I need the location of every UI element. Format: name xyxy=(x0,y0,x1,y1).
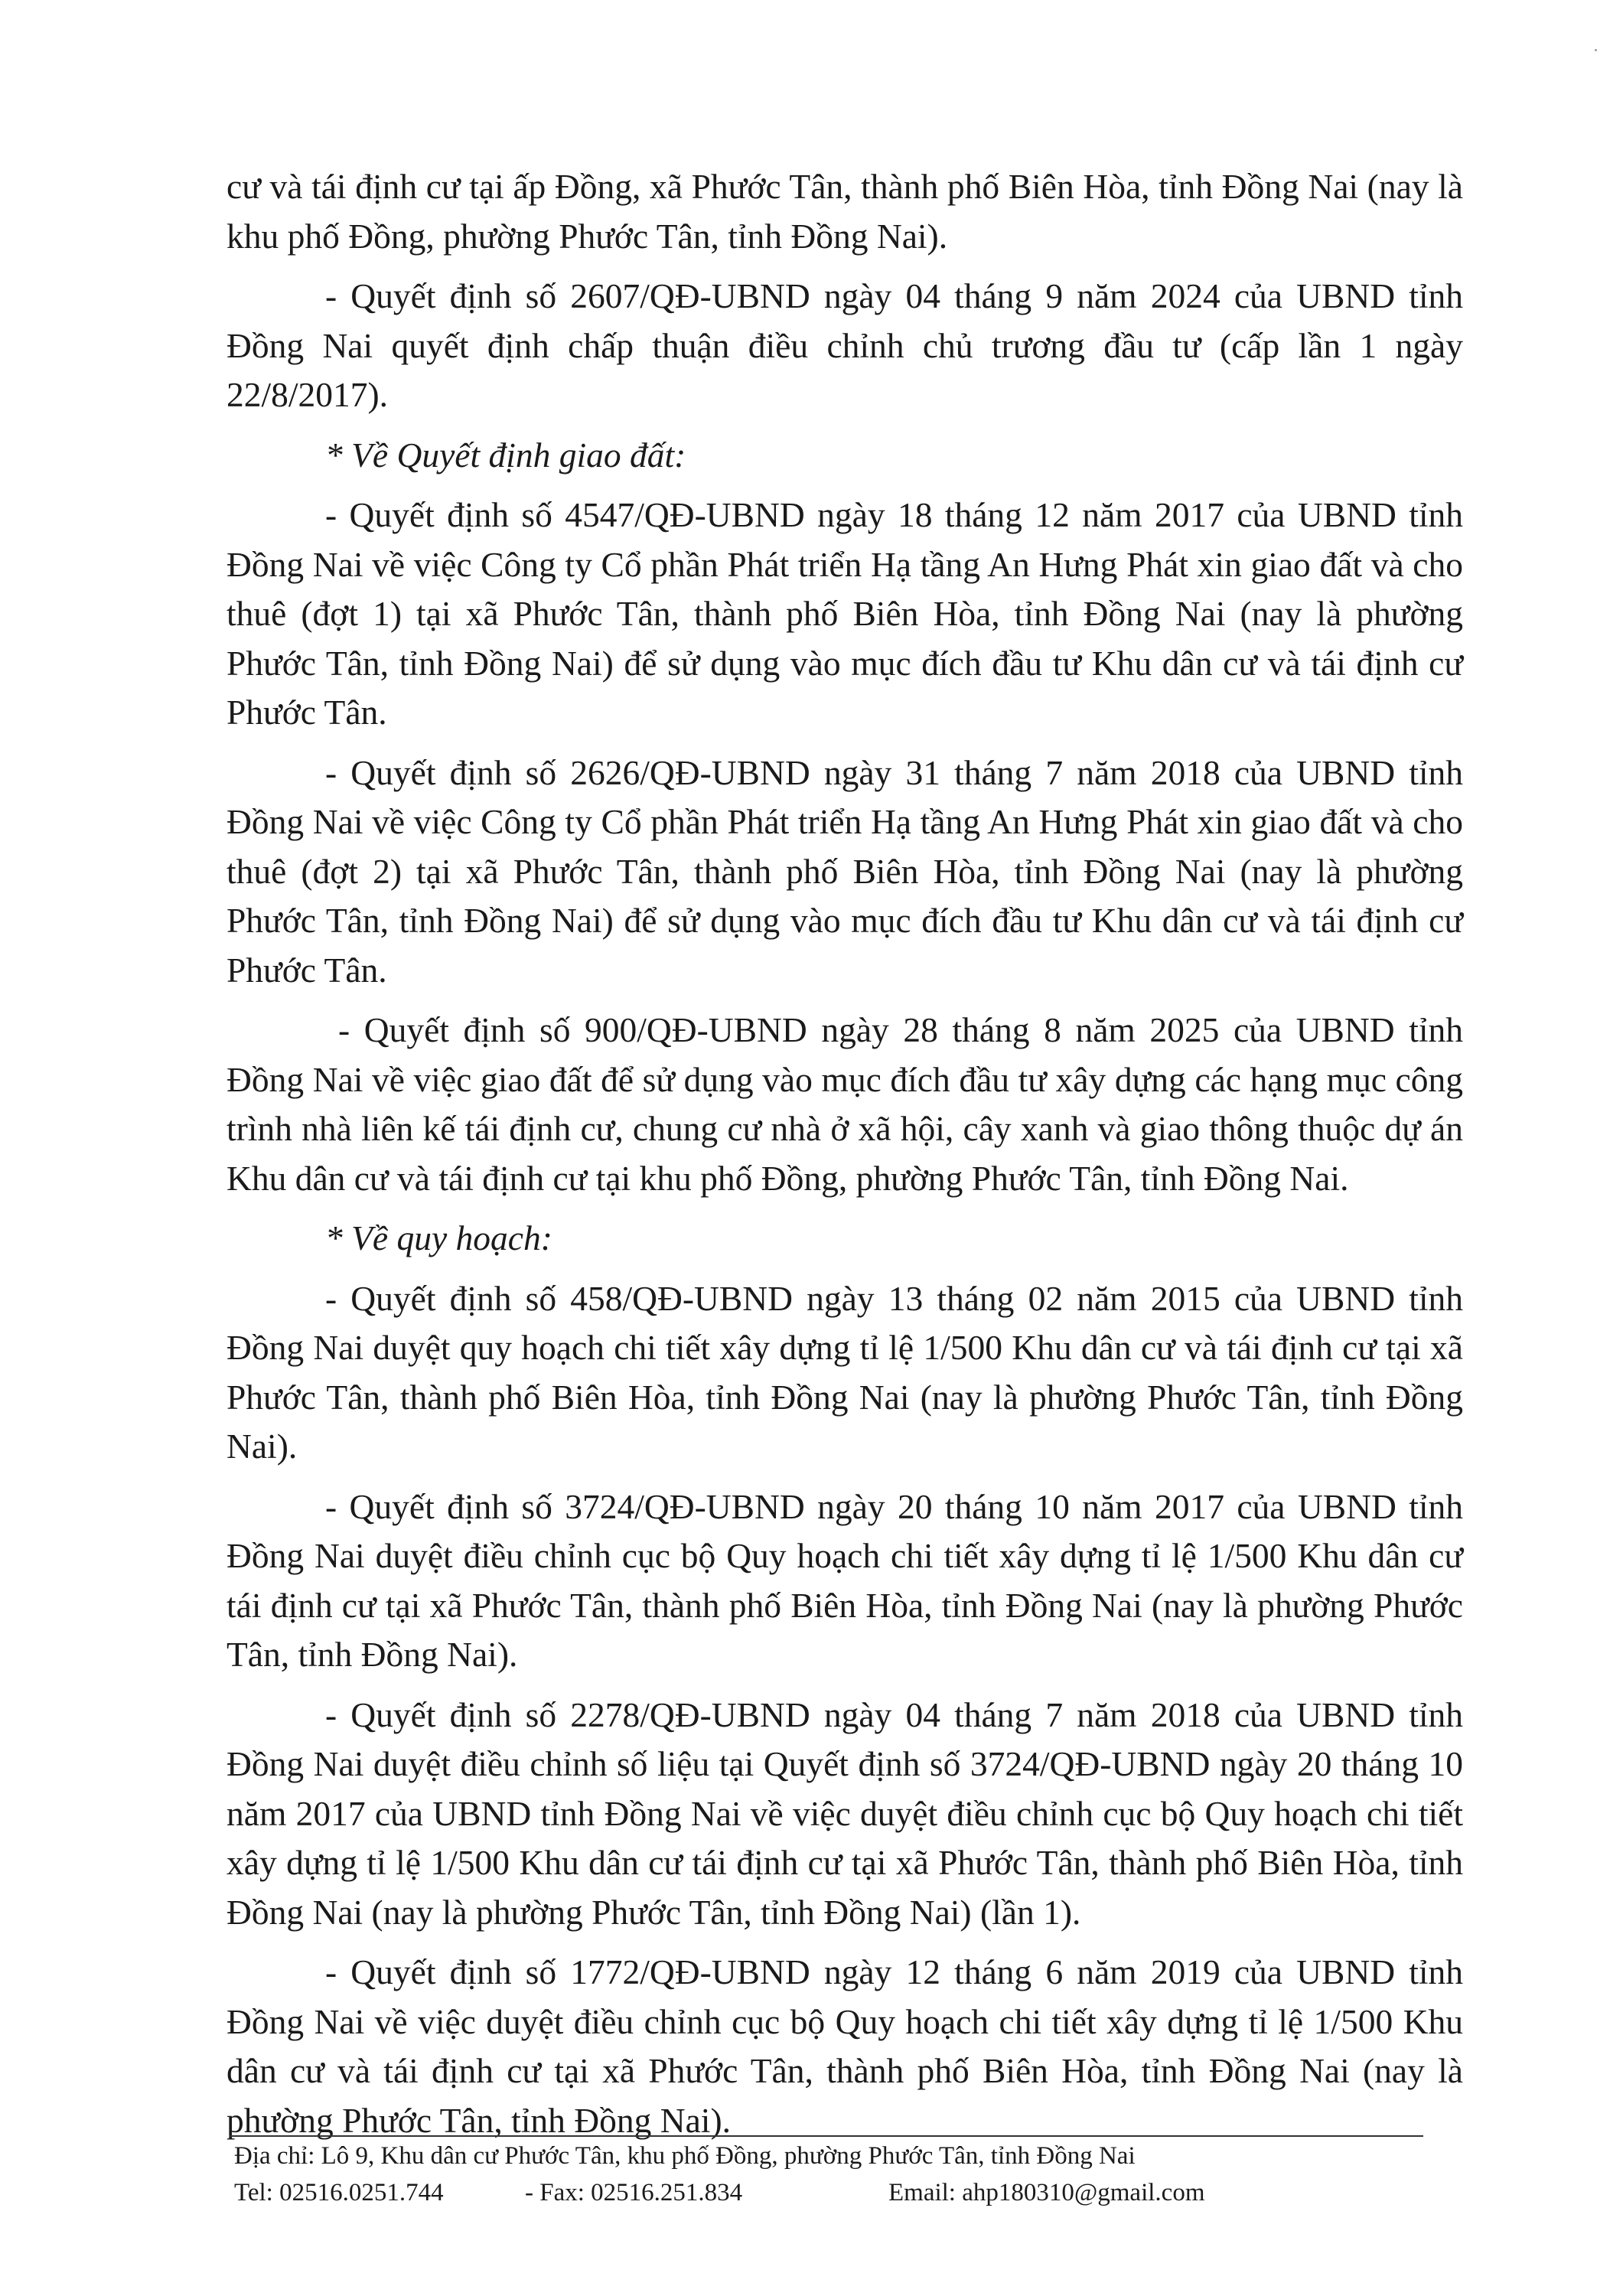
footer-divider xyxy=(230,2135,1423,2137)
paragraph-decision-1772: - Quyết định số 1772/QĐ-UBND ngày 12 tháng 6 năm 2019 của UBND tỉnh Đồng Nai về việc duyệt điều chỉnh cục bộ Quy hoạch chi tiết xây dựng tỉ lệ 1/500 Khu dân cư và tái định cư tại xã Phước Tân, thành phố Biên Hòa, tỉnh Đồng Nai (nay là phường Phước Tân, tỉnh Đồng Nai). xyxy=(227,1952,1463,2140)
footer-fax: - Fax: 02516.251.834 xyxy=(525,2179,743,2206)
footer-address: Địa chỉ: Lô 9, Khu dân cư Phước Tân, khu phố Đồng, phường Phước Tân, tỉnh Đồng Nai xyxy=(234,2142,1136,2170)
footer-tel: Tel: 02516.0251.744 xyxy=(234,2179,444,2206)
paragraph-continuation: cư và tái định cư tại ấp Đồng, xã Phước Tân, thành phố Biên Hòa, tỉnh Đồng Nai (nay là khu phố Đồng, phường Phước Tân, tỉnh Đồng Nai). xyxy=(227,167,1463,256)
paragraph-decision-900: - Quyết định số 900/QĐ-UBND ngày 28 tháng 8 năm 2025 của UBND tỉnh Đồng Nai về việc giao đất để sử dụng vào mục đích đầu tư xây dựng các hạng mục công trình nhà liên kế tái định cư, chung cư nhà ở xã hội, cây xanh và giao thông thuộc dự án Khu dân cư và tái định cư tại khu phố Đồng, phường Phước Tân, tỉnh Đồng Nai. xyxy=(227,1010,1463,1198)
paragraph-decision-2607: - Quyết định số 2607/QĐ-UBND ngày 04 tháng 9 năm 2024 của UBND tỉnh Đồng Nai quyết định chấp thuận điều chỉnh chủ trương đầu tư (cấp lần 1 ngày 22/8/2017). xyxy=(227,276,1463,414)
section-heading-planning: * Về quy hoạch: xyxy=(325,1218,552,1257)
footer-contact-line xyxy=(234,2174,1428,2211)
paragraph-decision-4547: - Quyết định số 4547/QĐ-UBND ngày 18 tháng 12 năm 2017 của UBND tỉnh Đồng Nai về việc Công ty Cổ phần Phát triển Hạ tầng An Hưng Phát xin giao đất và cho thuê (đợt 1) tại xã Phước Tân, thành phố Biên Hòa, tỉnh Đồng Nai (nay là phường Phước Tân, tỉnh Đồng Nai) để sử dụng vào mục đích đầu tư Khu dân cư và tái định cư Phước Tân. xyxy=(227,495,1463,732)
document-body xyxy=(227,162,1463,2156)
page-footer xyxy=(234,2138,1428,2211)
paragraph-decision-3724: - Quyết định số 3724/QĐ-UBND ngày 20 tháng 10 năm 2017 của UBND tỉnh Đồng Nai duyệt điều chỉnh cục bộ Quy hoạch chi tiết xây dựng tỉ lệ 1/500 Khu dân cư tái định cư tại xã Phước Tân, thành phố Biên Hòa, tỉnh Đồng Nai (nay là phường Phước Tân, tỉnh Đồng Nai). xyxy=(227,1486,1463,1674)
footer-email: Email: ahp180310@gmail.com xyxy=(888,2179,1205,2206)
scan-speck xyxy=(1595,49,1597,51)
paragraph-decision-458: - Quyết định số 458/QĐ-UBND ngày 13 tháng 02 năm 2015 của UBND tỉnh Đồng Nai duyệt quy hoạch chi tiết xây dựng tỉ lệ 1/500 Khu dân cư và tái định cư tại xã Phước Tân, thành phố Biên Hòa, tỉnh Đồng Nai (nay là phường Phước Tân, tỉnh Đồng Nai). xyxy=(227,1278,1463,1466)
paragraph-decision-2626: - Quyết định số 2626/QĐ-UBND ngày 31 tháng 7 năm 2018 của UBND tỉnh Đồng Nai về việc Công ty Cổ phần Phát triển Hạ tầng An Hưng Phát xin giao đất và cho thuê (đợt 2) tại xã Phước Tân, thành phố Biên Hòa, tỉnh Đồng Nai (nay là phường Phước Tân, tỉnh Đồng Nai) để sử dụng vào mục đích đầu tư Khu dân cư và tái định cư Phước Tân. xyxy=(227,752,1463,990)
section-heading-land-allocation: * Về Quyết định giao đất: xyxy=(325,435,686,475)
paragraph-decision-2278: - Quyết định số 2278/QĐ-UBND ngày 04 tháng 7 năm 2018 của UBND tỉnh Đồng Nai duyệt điều chỉnh số liệu tại Quyết định số 3724/QĐ-UBND ngày 20 tháng 10 năm 2017 của UBND tỉnh Đồng Nai về việc duyệt điều chỉnh cục bộ Quy hoạch chi tiết xây dựng tỉ lệ 1/500 Khu dân cư tái định cư tại xã Phước Tân, thành phố Biên Hòa, tỉnh Đồng Nai (nay là phường Phước Tân, tỉnh Đồng Nai) (lần 1). xyxy=(227,1694,1463,1932)
